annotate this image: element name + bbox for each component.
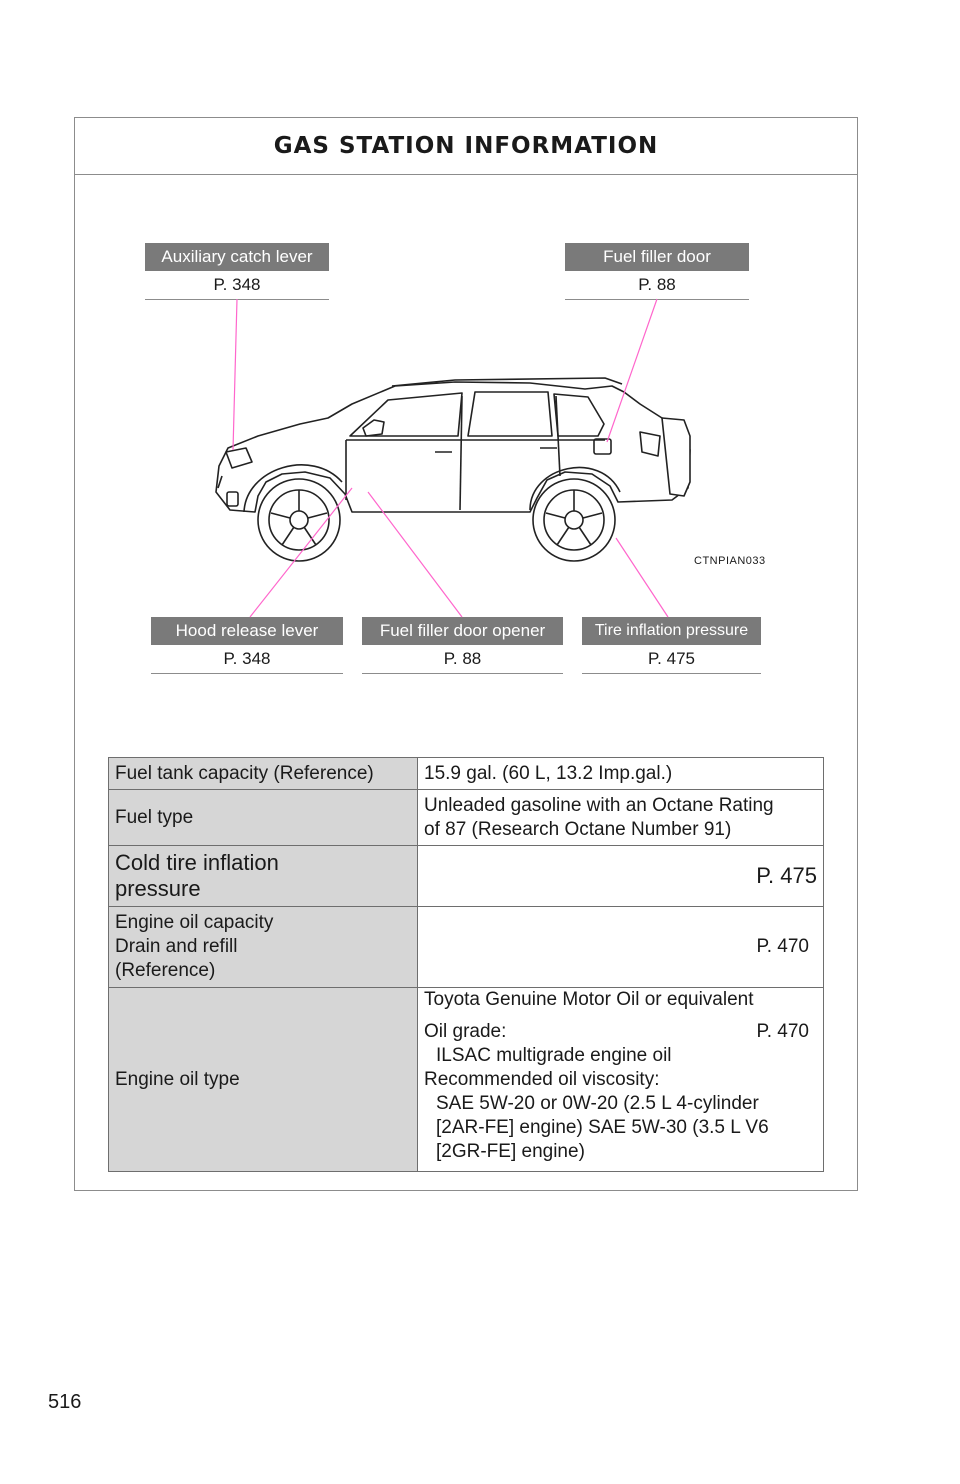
row-label <box>109 846 418 907</box>
table-row <box>109 758 824 790</box>
callout-tire-inflation-pressure <box>582 617 761 674</box>
callout-ref: P. 348 <box>151 645 343 674</box>
callout-ref: P. 475 <box>582 645 761 674</box>
callout-hood-release-lever <box>151 617 343 674</box>
callout-label: Tire inflation pressure <box>582 617 761 645</box>
figure-code: CTNPIAN033 <box>694 555 766 567</box>
row-value: P. 475 <box>418 846 824 907</box>
row-value-line: of 87 (Research Octane Number 91) <box>424 818 732 840</box>
callout-label: Fuel filler door opener <box>362 617 563 645</box>
row-value: P. 470 <box>418 907 824 988</box>
oil-grade-ref: P. 470 <box>756 1021 809 1042</box>
callout-label: Fuel filler door <box>565 243 749 271</box>
oil-grade-line <box>424 1020 817 1044</box>
title-bar <box>75 118 857 175</box>
oil-brand-line: Toyota Genuine Motor Oil or equivalent <box>424 989 754 1010</box>
row-label-line: pressure <box>115 876 201 901</box>
callout-ref: P. 88 <box>362 645 563 674</box>
row-label-line: Cold tire inflation <box>115 850 279 875</box>
table-row <box>109 846 824 907</box>
page-number: 516 <box>48 1391 82 1413</box>
row-label <box>109 907 418 988</box>
oil-viscosity-line: [2AR-FE] engine) SAE 5W-30 (3.5 L V6 <box>436 1117 769 1138</box>
row-label: Fuel type <box>109 790 418 846</box>
oil-viscosity-line: [2GR-FE] engine) <box>436 1141 585 1162</box>
callout-fuel-filler-door <box>565 243 749 300</box>
row-value-line: Unleaded gasoline with an Octane Rating <box>424 794 774 816</box>
callout-fuel-filler-door-opener <box>362 617 563 674</box>
oil-viscosity-line: SAE 5W-20 or 0W-20 (2.5 L 4-cylinder <box>436 1093 759 1114</box>
row-value: 15.9 gal. (60 L, 13.2 Imp.gal.) <box>418 758 824 790</box>
page-title: GAS STATION INFORMATION <box>273 133 659 159</box>
row-value <box>418 790 824 846</box>
callout-ref: P. 348 <box>145 271 329 300</box>
oil-grade-label: Oil grade: <box>424 1021 507 1042</box>
table-row <box>109 790 824 846</box>
callout-auxiliary-catch-lever <box>145 243 329 300</box>
row-label-line: Engine oil capacity <box>115 912 274 933</box>
callout-ref: P. 88 <box>565 271 749 300</box>
oil-viscosity-label: Recommended oil viscosity: <box>424 1069 660 1090</box>
row-label-line: Drain and refill <box>115 936 238 957</box>
row-label: Fuel tank capacity (Reference) <box>109 758 418 790</box>
callout-label: Auxiliary catch lever <box>145 243 329 271</box>
oil-grade-value: ILSAC multigrade engine oil <box>436 1045 672 1066</box>
row-label: Engine oil type <box>109 988 418 1172</box>
callout-label: Hood release lever <box>151 617 343 645</box>
row-value <box>418 988 824 1172</box>
table-row <box>109 907 824 988</box>
table-row <box>109 988 824 1172</box>
row-label-line: (Reference) <box>115 960 216 981</box>
spec-table <box>108 757 824 1172</box>
